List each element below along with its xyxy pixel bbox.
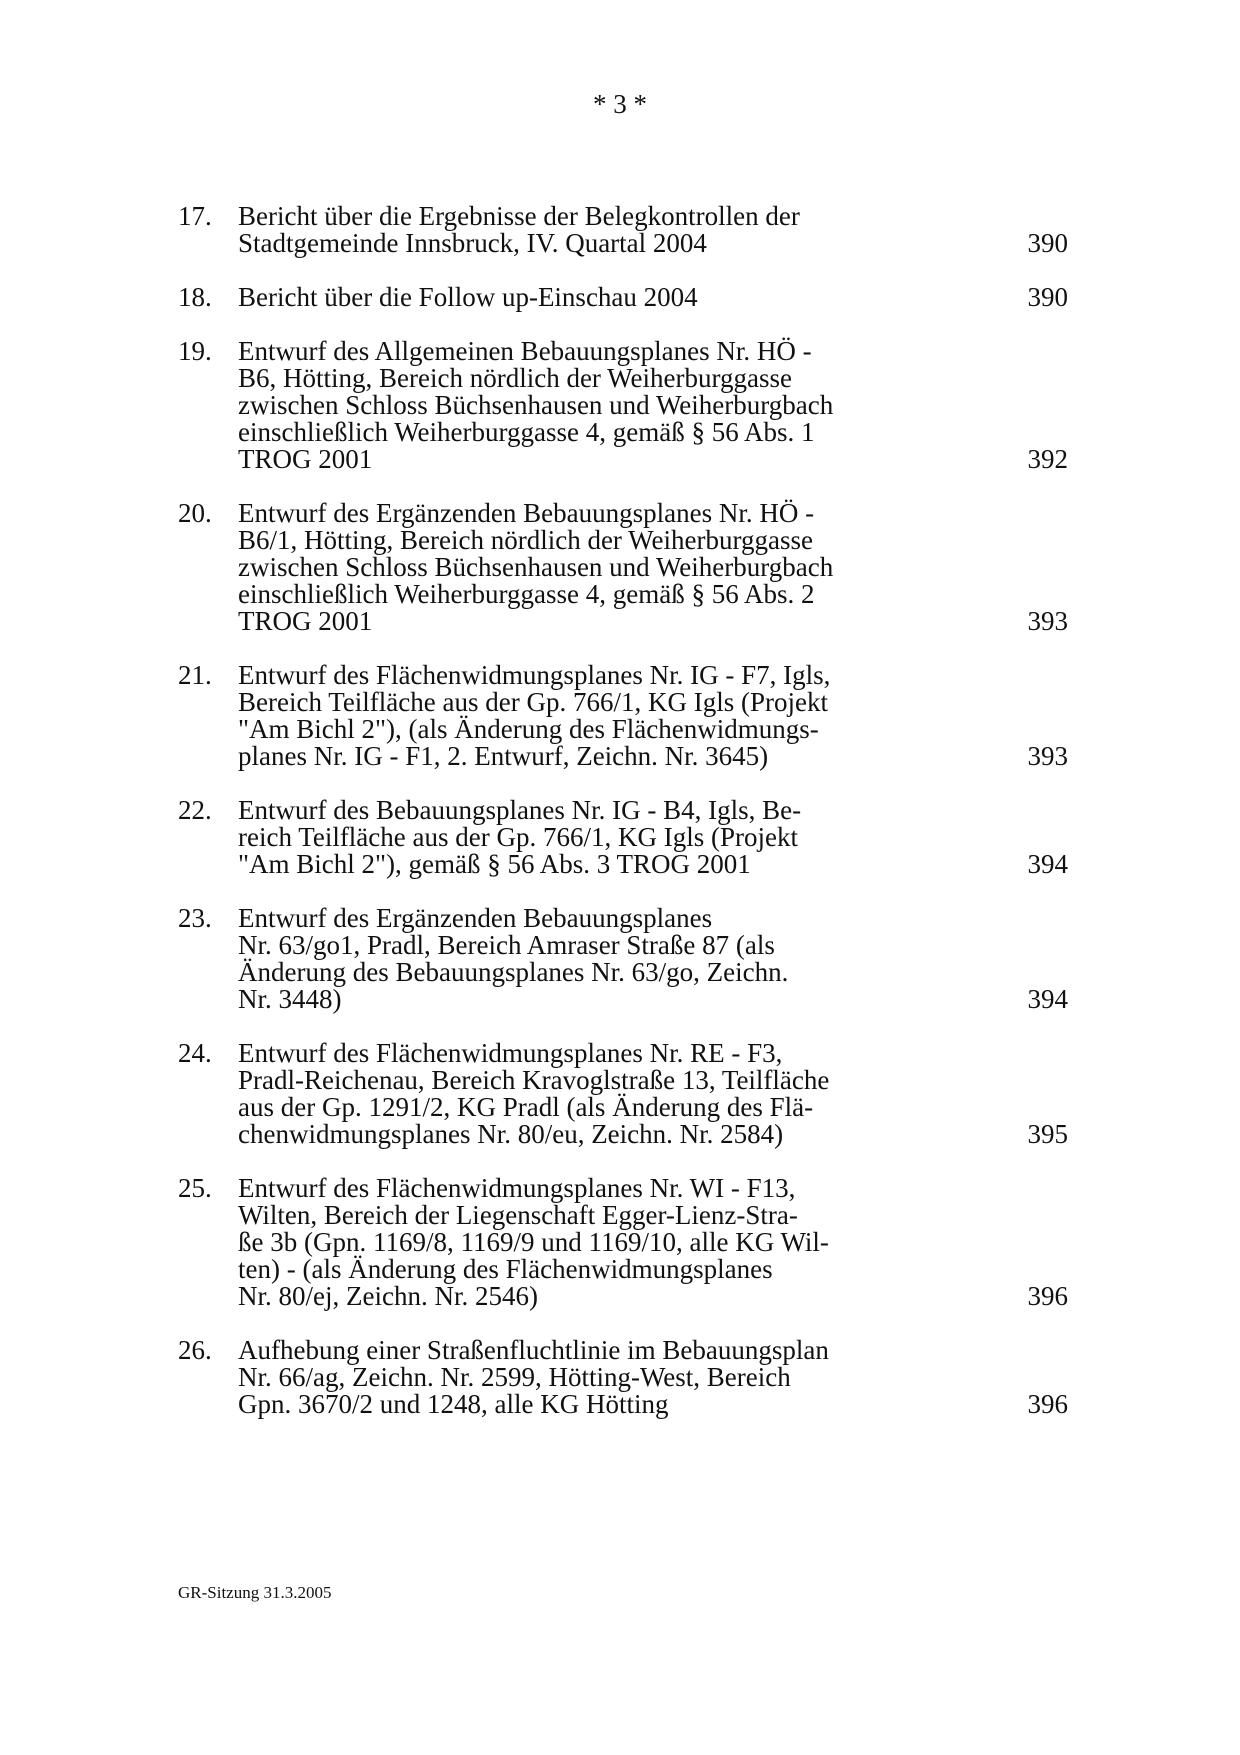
toc-entry-page: 394	[1027, 849, 1068, 879]
toc-entry-line: einschließlich Weiherburggasse 4, gemäß § 56 Abs. 1	[238, 417, 815, 447]
toc-entry-line: "Am Bichl 2"), (als Änderung des Flächenwidmungs-	[238, 714, 819, 744]
toc-entry-text	[238, 338, 928, 473]
toc-entry-line: Aufhebung einer Straßenfluchtlinie im Bebauungsplan	[238, 1335, 829, 1365]
toc-entry-number: 17.	[178, 201, 212, 231]
toc-entry	[178, 1040, 1068, 1148]
toc-entry-line: Nr. 3448)	[238, 984, 342, 1014]
toc-entry-page: 396	[1027, 1281, 1068, 1311]
toc-entry	[178, 1175, 1068, 1310]
toc-entry-line: "Am Bichl 2"), gemäß § 56 Abs. 3 TROG 2001	[238, 849, 751, 879]
toc-entry-page: 395	[1027, 1119, 1068, 1149]
toc-entry-number: 24.	[178, 1038, 212, 1068]
toc-entry-line: Entwurf des Flächenwidmungsplanes Nr. RE - F3,	[238, 1038, 783, 1068]
toc-entry-line: B6, Hötting, Bereich nördlich der Weiherburggasse	[238, 363, 792, 393]
toc-entry-page: 390	[1027, 282, 1068, 312]
toc-entry-line: Entwurf des Flächenwidmungsplanes Nr. IG - F7, Igls,	[238, 660, 831, 690]
toc-entry-number: 19.	[178, 336, 212, 366]
toc-entry-text	[238, 284, 928, 311]
toc-entry	[178, 1337, 1068, 1418]
toc-entry	[178, 500, 1068, 635]
toc-entry-line: Nr. 63/go1, Pradl, Bereich Amraser Straße 87 (als	[238, 930, 775, 960]
toc-entry-line: Nr. 80/ej, Zeichn. Nr. 2546)	[238, 1281, 538, 1311]
toc-entry-page: 390	[1027, 228, 1068, 258]
toc-entry	[178, 284, 1068, 311]
toc-entry-line: Entwurf des Ergänzenden Bebauungsplanes Nr. HÖ -	[238, 498, 815, 528]
toc-entry-line: Bericht über die Follow up-Einschau 2004	[238, 282, 698, 312]
toc-entry-text	[238, 797, 928, 878]
toc-entry-line: Änderung des Bebauungsplanes Nr. 63/go, Zeichn.	[238, 957, 789, 987]
toc-entry-text	[238, 203, 928, 257]
toc-entry-line: Nr. 66/ag, Zeichn. Nr. 2599, Hötting-West, Bereich	[238, 1362, 791, 1392]
toc-entry-text	[238, 905, 928, 1013]
toc-entry-line: planes Nr. IG - F1, 2. Entwurf, Zeichn. Nr. 3645)	[238, 741, 769, 771]
toc-entry-line: reich Teilfläche aus der Gp. 766/1, KG Igls (Projekt	[238, 822, 798, 852]
toc-entry-number: 22.	[178, 795, 212, 825]
toc-entry-line: zwischen Schloss Büchsenhausen und Weiherburgbach	[238, 552, 834, 582]
toc-entry	[178, 797, 1068, 878]
toc-entry-page: 396	[1027, 1389, 1068, 1419]
toc-entry-text	[238, 1175, 928, 1310]
toc-entry-page: 393	[1027, 606, 1068, 636]
toc-entry-number: 18.	[178, 282, 212, 312]
toc-entry	[178, 905, 1068, 1013]
toc-entry-line: Entwurf des Bebauungsplanes Nr. IG - B4, Igls, Be-	[238, 795, 802, 825]
toc-entry-page: 394	[1027, 984, 1068, 1014]
toc-entry-text	[238, 1337, 928, 1418]
toc-entry-number: 21.	[178, 660, 212, 690]
toc-entry-number: 23.	[178, 903, 212, 933]
toc-entry-line: chenwidmungsplanes Nr. 80/eu, Zeichn. Nr. 2584)	[238, 1119, 784, 1149]
toc-entry-line: Entwurf des Allgemeinen Bebauungsplanes Nr. HÖ -	[238, 336, 812, 366]
toc-entry-line: Bereich Teilfläche aus der Gp. 766/1, KG Igls (Projekt	[238, 687, 828, 717]
page-number: * 3 *	[593, 89, 647, 119]
toc-entry-page: 393	[1027, 741, 1068, 771]
toc-entry-number: 26.	[178, 1335, 212, 1365]
toc-entry-line: TROG 2001	[238, 606, 373, 636]
toc-entry	[178, 662, 1068, 770]
toc-entry-number: 20.	[178, 498, 212, 528]
toc-entry-line: ße 3b (Gpn. 1169/8, 1169/9 und 1169/10, alle KG Wil-	[238, 1227, 829, 1257]
toc-entry-text	[238, 662, 928, 770]
toc-entry-line: Gpn. 3670/2 und 1248, alle KG Hötting	[238, 1389, 669, 1419]
footer-session-date: GR-Sitzung 31.3.2005	[178, 1583, 332, 1602]
toc-entry-line: Bericht über die Ergebnisse der Belegkontrollen der	[238, 201, 800, 231]
toc-entry-page: 392	[1027, 444, 1068, 474]
toc-entry	[178, 338, 1068, 473]
toc-entry-line: Entwurf des Ergänzenden Bebauungsplanes	[238, 903, 713, 933]
toc-entry-line: zwischen Schloss Büchsenhausen und Weiherburgbach	[238, 390, 834, 420]
toc-entry-text	[238, 500, 928, 635]
toc-entry	[178, 203, 1068, 257]
table-of-contents	[178, 203, 1068, 1445]
toc-entry-number: 25.	[178, 1173, 212, 1203]
toc-entry-line: Entwurf des Flächenwidmungsplanes Nr. WI - F13,	[238, 1173, 796, 1203]
toc-entry-line: Wilten, Bereich der Liegenschaft Egger-Lienz-Stra-	[238, 1200, 798, 1230]
toc-entry-line: einschließlich Weiherburggasse 4, gemäß § 56 Abs. 2	[238, 579, 815, 609]
toc-entry-line: Stadtgemeinde Innsbruck, IV. Quartal 2004	[238, 228, 707, 258]
toc-entry-line: Pradl-Reichenau, Bereich Kravoglstraße 13, Teilfläche	[238, 1065, 830, 1095]
toc-entry-line: ten) - (als Änderung des Flächenwidmungsplanes	[238, 1254, 773, 1284]
toc-entry-line: TROG 2001	[238, 444, 373, 474]
toc-entry-line: aus der Gp. 1291/2, KG Pradl (als Änderung des Flä-	[238, 1092, 814, 1122]
toc-entry-line: B6/1, Hötting, Bereich nördlich der Weiherburggasse	[238, 525, 813, 555]
toc-entry-text	[238, 1040, 928, 1148]
